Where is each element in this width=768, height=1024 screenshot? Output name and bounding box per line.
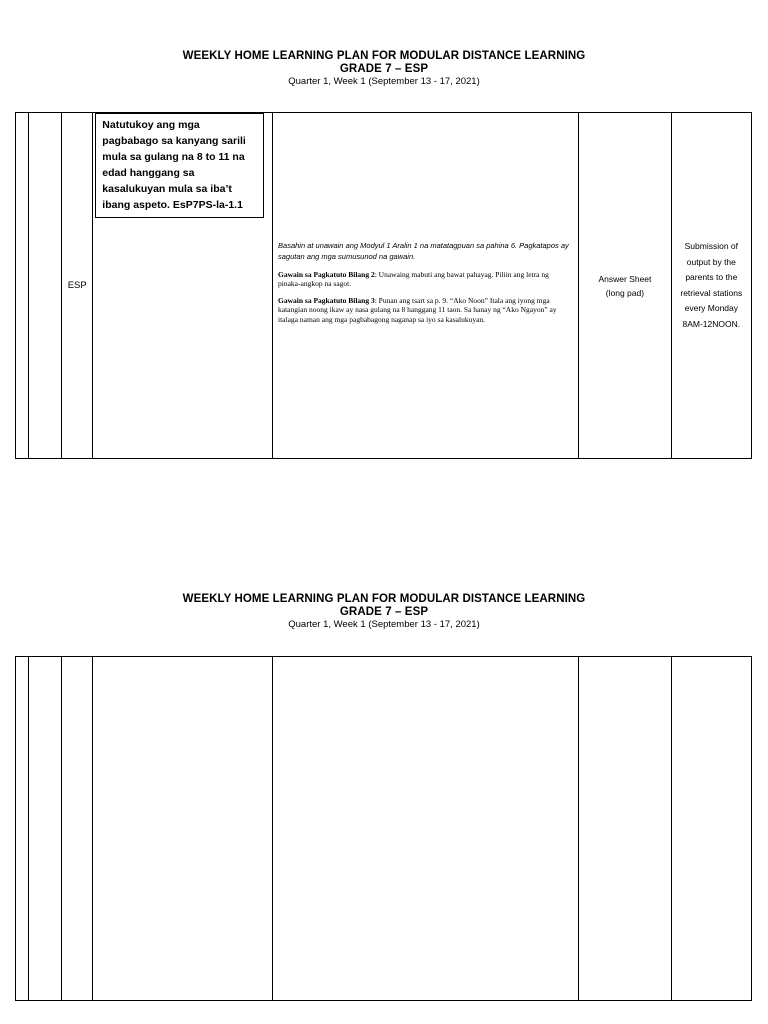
table-row [16,113,752,459]
plan-title: WEEKLY HOME LEARNING PLAN FOR MODULAR DISTANCE LEARNING [182,593,586,605]
submission-cell [671,657,751,1001]
task-3-text: : Punan ang tsart sa p. 9. “Ako Noon” Itala ang iyong mga katangian noong ikaw ay nasa gulang na 8 hanggang 11 taon. Sa hanay ng “Ako Ngayon” ay italaga naman ang mga pagbabagong naganap sa iyo sa kasalukuyan. [278,295,557,324]
competency-cell [93,113,273,459]
time-cell [29,113,62,459]
learning-plan-table-blank [15,656,752,1001]
task-2-text: : Unawaing mabuti ang bawat pahayag. Piliin ang letra ng pinaka-angkop na sagot. [278,269,549,289]
delivery-mode-cell [579,113,671,459]
subject-cell: ESP [62,113,93,459]
task-intro-text: Basahin at unawain ang Modyul 1 Aralin 1 na matatagpuan sa pahina 6. Pagkatapos ay sagutan ang mga sumusunod na gawain. [278,240,569,261]
day-cell [16,113,29,459]
quarter-week-line: Quarter 1, Week 1 (September 13 - 17, 2021) [288,619,480,630]
grade-subject-heading: GRADE 7 – ESP [339,63,429,75]
competency-text: Natutukoy ang mga pagbabago sa kanyang sarili mula sa gulang na 8 to 11 na edad hanggang sa kasalukuyan mula sa iba’t ibang aspeto. EsP7PS-la-1.1 [95,113,264,218]
page-1-header [0,50,768,88]
delivery-mode-text: Answer Sheet (long pad) [598,273,652,298]
grade-subject-heading: GRADE 7 – ESP [339,606,429,618]
learning-task-2 [278,270,572,289]
quarter-week-line: Quarter 1, Week 1 (September 13 - 17, 2021) [288,76,480,87]
plan-title: WEEKLY HOME LEARNING PLAN FOR MODULAR DISTANCE LEARNING [182,50,586,62]
task-2-label: Gawain sa Pagkatuto Bilang 2 [278,269,375,279]
day-cell [16,657,29,1001]
time-cell [29,657,62,1001]
subject-cell [62,657,93,1001]
delivery-mode-cell [579,657,671,1001]
learning-tasks-cell [273,657,579,1001]
competency-cell [93,657,273,1001]
learning-plan-table [15,112,752,459]
learning-task-3 [278,296,572,325]
learning-tasks-cell [273,113,579,459]
task-3-label: Gawain sa Pagkatuto Bilang 3 [278,295,375,305]
table-row [16,657,752,1001]
page-2-header [0,593,768,631]
submission-cell: Submission of output by the parents to the retrieval stations every Monday 8AM-12NOON. [671,113,751,459]
